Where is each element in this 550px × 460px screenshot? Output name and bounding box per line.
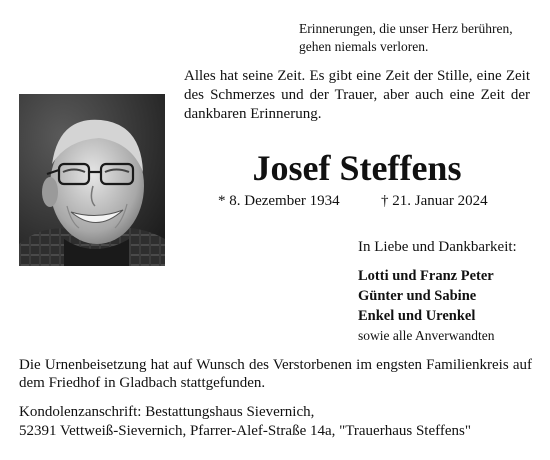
family-others: sowie alle Anverwandten — [358, 328, 495, 343]
condolence-line-1: Kondolenzanschrift: Bestattungshaus Sievernich, — [19, 404, 315, 420]
epigraph-line-1: Erinnerungen, die unser Herz berühren, — [299, 21, 513, 36]
family-member: Günter und Sabine — [358, 288, 477, 304]
family-signatures — [358, 238, 543, 346]
portrait-photo — [19, 94, 165, 266]
family-member: Lotti und Franz Peter — [358, 268, 494, 284]
memorial-quote: Alles hat seine Zeit. Es gibt eine Zeit der Stille, eine Zeit des Schmerzes und der Trauer, aber auch eine Zeit der dankbaren Erinnerung. — [184, 68, 530, 122]
epigraph — [299, 20, 539, 56]
burial-note: Die Urnenbeisetzung hat auf Wunsch des Verstorbenen im engsten Familienkreis auf dem Friedhof in Gladbach stattgefunden. — [19, 357, 532, 391]
birth-date: * 8. Dezember 1934 — [218, 193, 340, 209]
portrait-illustration — [19, 94, 165, 266]
death-date: † 21. Januar 2024 — [381, 193, 488, 209]
condolence-line-2: 52391 Vettweiß-Sievernich, Pfarrer-Alef-Straße 14a, "Trauerhaus Steffens" — [19, 423, 471, 439]
family-intro: In Liebe und Dankbarkeit: — [358, 239, 517, 255]
deceased-name: Josef Steffens — [252, 148, 462, 188]
family-member: Enkel und Urenkel — [358, 308, 476, 324]
epigraph-line-2: gehen niemals verloren. — [299, 39, 429, 54]
condolence-address — [19, 403, 539, 441]
